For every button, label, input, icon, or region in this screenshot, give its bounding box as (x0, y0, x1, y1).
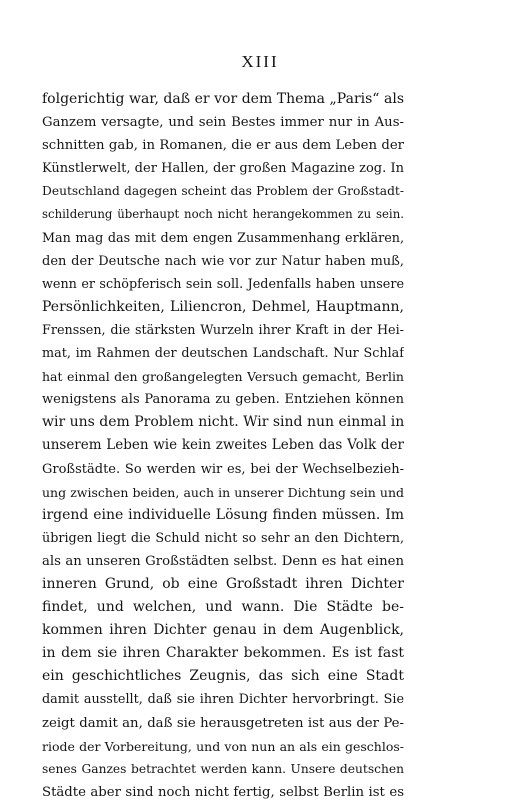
text-line: inneren Grund, ob eine Großstadt ihren Dichter (42, 575, 404, 592)
text-line: schilderung überhaupt noch nicht herangekommen zu sein. (42, 207, 404, 222)
text-line: wir uns dem Problem nicht. Wir sind nun einmal in (42, 414, 404, 431)
text-line: wenigstens als Panorama zu geben. Entziehen können (42, 392, 404, 408)
text-line: schnitten gab, in Romanen, die er aus dem Leben der (42, 138, 404, 154)
text-line: Großstädte. So werden wir es, bei der Wechselbezieh- (42, 461, 404, 477)
text-line: ung zwischen beiden, auch in unserer Dichtung sein und (42, 484, 404, 500)
text-line: den der Deutsche nach wie vor zur Natur haben muß, (42, 253, 404, 269)
text-line: riode der Vorbereitung, und von nun an als ein geschlos- (42, 738, 404, 754)
text-line: übrigen liegt die Schuld nicht so sehr an den Dichtern, (42, 530, 404, 546)
text-line: kommen ihren Dichter genau in dem Augenblick, (42, 622, 404, 639)
text-line: ein geschichtliches Zeugnis, das sich eine Stadt (42, 668, 404, 685)
text-line: Künstlerwelt, der Hallen, der großen Magazine zog. In (42, 161, 404, 177)
text-line: findet, und welchen, und wann. Die Städte be- (42, 599, 404, 616)
text-line: Frenssen, die stärksten Wurzeln ihrer Kraft in der Hei- (42, 322, 404, 338)
text-line: damit ausstellt, daß sie ihren Dichter hervorbringt. Sie (42, 692, 404, 708)
text-line: in dem sie ihren Charakter bekommen. Es ist fast (42, 645, 404, 662)
text-line: irgend eine individuelle Lösung finden müssen. Im (42, 506, 404, 523)
text-line: wenn er schöpferisch sein soll. Jedenfalls haben unsere (42, 276, 404, 292)
page-number: XIII (241, 52, 279, 71)
text-line: Ganzem versagte, und sein Bestes immer nur in Aus- (42, 115, 404, 131)
body-text (42, 88, 404, 800)
text-line: mat, im Rahmen der deutschen Landschaft. Nur Schlaf (42, 346, 404, 362)
text-line: Städte aber sind noch nicht fertig, selbst Berlin ist es (42, 784, 404, 800)
text-line: Deutschland dagegen scheint das Problem der Großstadt- (42, 184, 404, 199)
text-line: folgerichtig war, daß er vor dem Thema „Paris“ als (42, 91, 404, 107)
text-line: unserem Leben wie kein zweites Leben das Volk der (42, 437, 404, 454)
text-line: Persönlichkeiten, Liliencron, Dehmel, Hauptmann, (42, 298, 404, 315)
text-line: Man mag das mit dem engen Zusammenhang erklären, (42, 230, 404, 246)
text-line: hat einmal den großangelegten Versuch gemacht, Berlin (42, 369, 404, 385)
text-line: senes Ganzes betrachtet werden kann. Unsere deutschen (42, 761, 404, 776)
text-line: als an unseren Großstädten selbst. Denn es hat einen (42, 553, 404, 569)
text-line: zeigt damit an, daß sie herausgetreten ist aus der Pe- (42, 715, 404, 731)
